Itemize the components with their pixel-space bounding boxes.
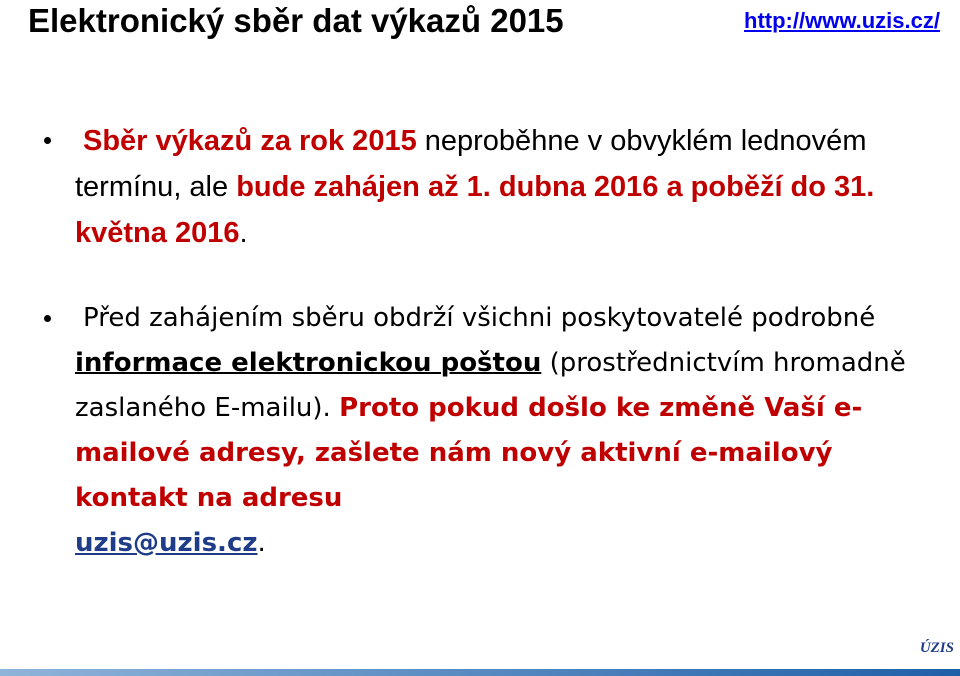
bullet-1-plain: neproběhne v obvyklém lednovém termínu, ale	[75, 125, 867, 203]
bullet-2-request: Proto pokud došlo ke změně Vaší e-mailové adresy, zašlete nám nový aktivní e-mailový kontakt na adresu	[75, 393, 863, 513]
slide-title: Elektronický sběr dat výkazů 2015	[28, 2, 564, 39]
bullet-1-highlight: Sběr výkazů za rok 2015	[83, 125, 417, 157]
bullet-2-end: .	[257, 528, 266, 558]
bullet-2-paren: (prostřednictvím hromadně zaslaného E-mailu).	[75, 348, 906, 423]
bullet-1-dates: bude zahájen až 1. dubna 2016 a poběží do 31. května 2016	[75, 171, 875, 249]
uzis-logo: ÚZIS	[919, 640, 954, 656]
uzis-website-link[interactable]: http://www.uzis.cz/	[744, 8, 940, 33]
email-link[interactable]: uzis@uzis.cz	[75, 528, 258, 558]
bullet-2-text	[75, 296, 945, 566]
bullet-2-plain: Před zahájením sběru obdrží všichni poskytovatelé podrobné	[83, 303, 876, 333]
bullet-1-end: .	[239, 217, 248, 249]
bullet-2-underlined: informace elektronickou poštou	[75, 348, 542, 378]
bottom-bar	[0, 669, 960, 676]
bullet-2-icon	[44, 315, 51, 322]
bullet-1-text	[75, 118, 945, 256]
bullet-1-icon	[44, 137, 51, 144]
